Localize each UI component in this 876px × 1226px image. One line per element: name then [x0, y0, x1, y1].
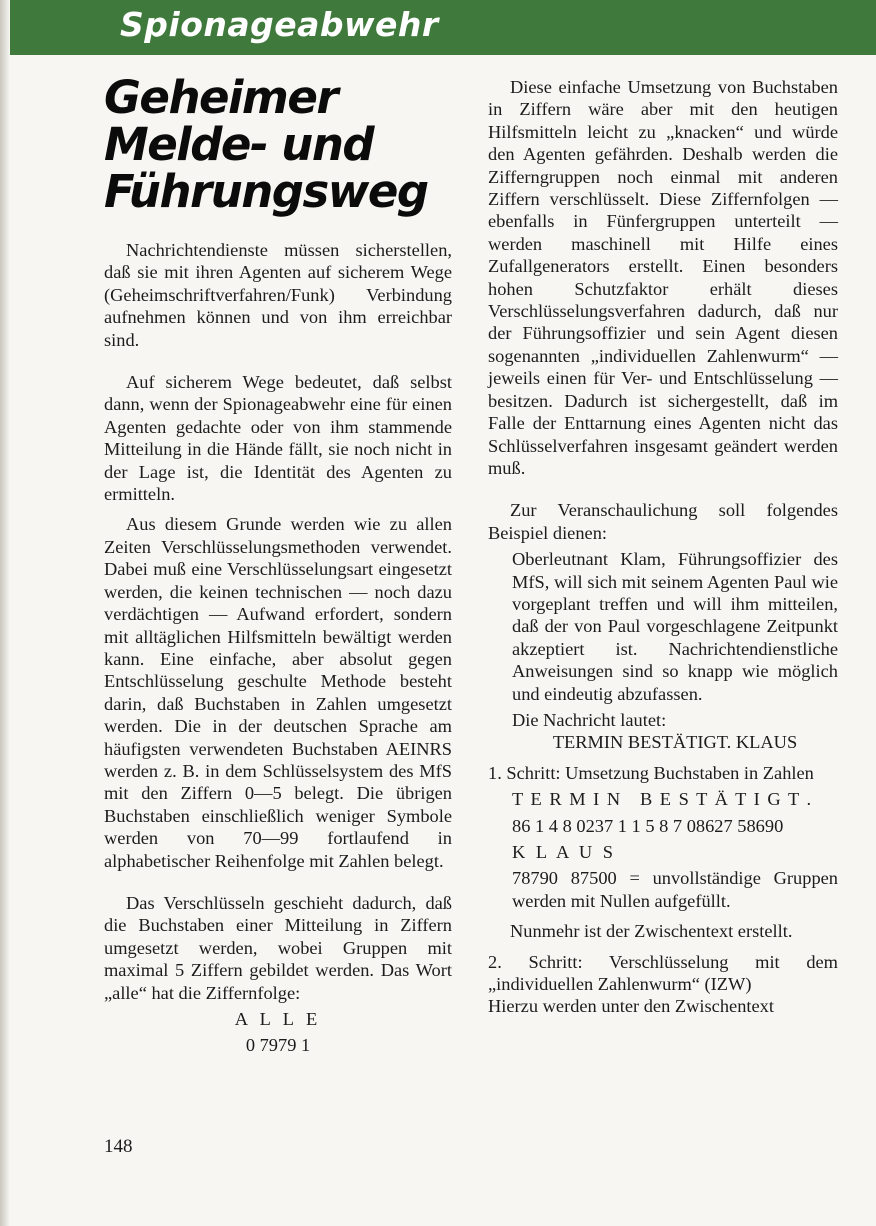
example-scenario: Oberleutnant Klam, Führungsoffizier des MfS, will sich mit seinem Agenten Paul wie vorgeplant treffen und will ihm mitteilen, daß der von Paul vorgeschlagene Zeitpunkt akzeptiert ist. Nachrichtendienstliche Anweisungen sind so knapp wie möglich und eindeutig abzufassen.: [512, 549, 838, 704]
page-edge-shadow: [0, 0, 10, 1226]
right-paragraph-2: Zur Veranschaulichung soll folgendes Beispiel dienen:: [488, 500, 838, 543]
section-title: Spionageabwehr: [120, 5, 439, 44]
step-1-digits: 86 1 4 8 0237 1 1 5 8 7 08627 58690: [512, 815, 784, 836]
right-last-line: Hierzu werden unter den Zwischentext: [488, 996, 774, 1017]
headline-line-1: Geheimer: [104, 71, 338, 124]
example-digits: 0 7979 1: [245, 1035, 311, 1056]
headline-line-2: Melde- und: [104, 118, 374, 171]
left-paragraph-4: Das Verschlüsseln geschieht dadurch, daß die Buchstaben einer Mitteilung in Ziffern umgesetzt werden, wobei Gruppen mit maximal 5 Ziffern gebildet werden. Das Wort „alle“ hat die Ziffernfolge:: [104, 892, 452, 1003]
step-1-letters: T E R M I N B E S T Ä T I G T .: [512, 789, 813, 810]
page-number: 148: [104, 1136, 133, 1157]
left-paragraph-1: Nachrichtendienste müssen sicherstellen, daß sie mit ihren Agenten auf sicherem Wege (Geheimschriftverfahren/Funk) Verbindung aufnehmen können und von ihm erreichbar sind.: [104, 240, 452, 350]
article-headline: [104, 71, 452, 218]
step-1-letters-2: K L A U S: [512, 842, 616, 862]
step-1-heading: 1. Schritt: Umsetzung Buchstaben in Zahlen: [488, 762, 814, 783]
section-banner: [10, 0, 876, 55]
right-column: [488, 76, 838, 1018]
left-paragraph-2: Auf sicherem Wege bedeutet, daß selbst dann, wenn der Spionageabwehr eine für einen Agenten gedachte oder von ihm stammende Mitteilung in die Hände fällt, sie noch nicht in der Lage ist, die Identität des Agenten zu ermitteln.: [104, 372, 452, 505]
left-column: [104, 71, 452, 1057]
step-2-heading: 2. Schritt: Verschlüsselung mit dem „individuellen Zahlenwurm“ (IZW): [488, 951, 838, 995]
left-paragraph-3: Aus diesem Grunde werden wie zu allen Zeiten Verschlüsselungsmethoden verwendet. Dabei muß eine Verschlüsselungsart eingesetzt werden, die keinen technischen — noch dazu verdächtigen — Aufwand erfordert, sondern mit alltäglichen Hilfsmitteln bewältigt werden kann. Eine einfache, aber absolut gegen Entschlüsselung geschulte Methode besteht darin, daß Buchstaben in Zahlen umgesetzt werden. Die in der deutschen Sprache am häufigsten verwendeten Buchstaben AEINRS werden z. B. in dem Schlüsselsystem des MfS mit den Ziffern 0—5 belegt. Die übrigen Buchstaben einschließlich weniger Symbole werden von 70—99 fortlaufend in alphabetischer Reihenfolge mit Zahlen belegt.: [104, 514, 452, 871]
right-paragraph-1: Diese einfache Umsetzung von Buchstaben in Ziffern wäre aber mit den heutigen Hilfsmitteln leicht zu „knacken“ und würde den Agenten gefährden. Deshalb werden die Zifferngruppen noch einmal mit anderen Ziffern verschlüsselt. Diese Ziffernfolgen — ebenfalls in Fünfergruppen unterteilt — werden maschinell mit Hilfe eines Zufallgenerators erstellt. Einen besonders hohen Schutzfaktor erhält dieses Verschlüsselungsverfahren dadurch, daß nur der Führungsoffizier und sein Agent diesen sogenannten „individuellen Zahlenwurm“ — jeweils einen für Ver- und Entschlüsselung — besitzen. Dadurch ist sichergestellt, daß im Falle der Enttarnung eines Agenten nicht das Schlüsselverfahren insgesamt geändert werden muß.: [488, 77, 838, 478]
step-1-digits-2: 78790 87500 = unvollständige Gruppen werden mit Nullen aufgefüllt.: [512, 868, 838, 911]
interim-text-note: Nunmehr ist der Zwischentext erstellt.: [510, 921, 793, 942]
headline-line-3: Führungsweg: [104, 165, 428, 218]
example-letters: A L L E: [234, 1009, 322, 1029]
message-intro: Die Nachricht lautet:: [512, 709, 667, 730]
message-text: TERMIN BESTÄTIGT. KLAUS: [552, 732, 798, 753]
